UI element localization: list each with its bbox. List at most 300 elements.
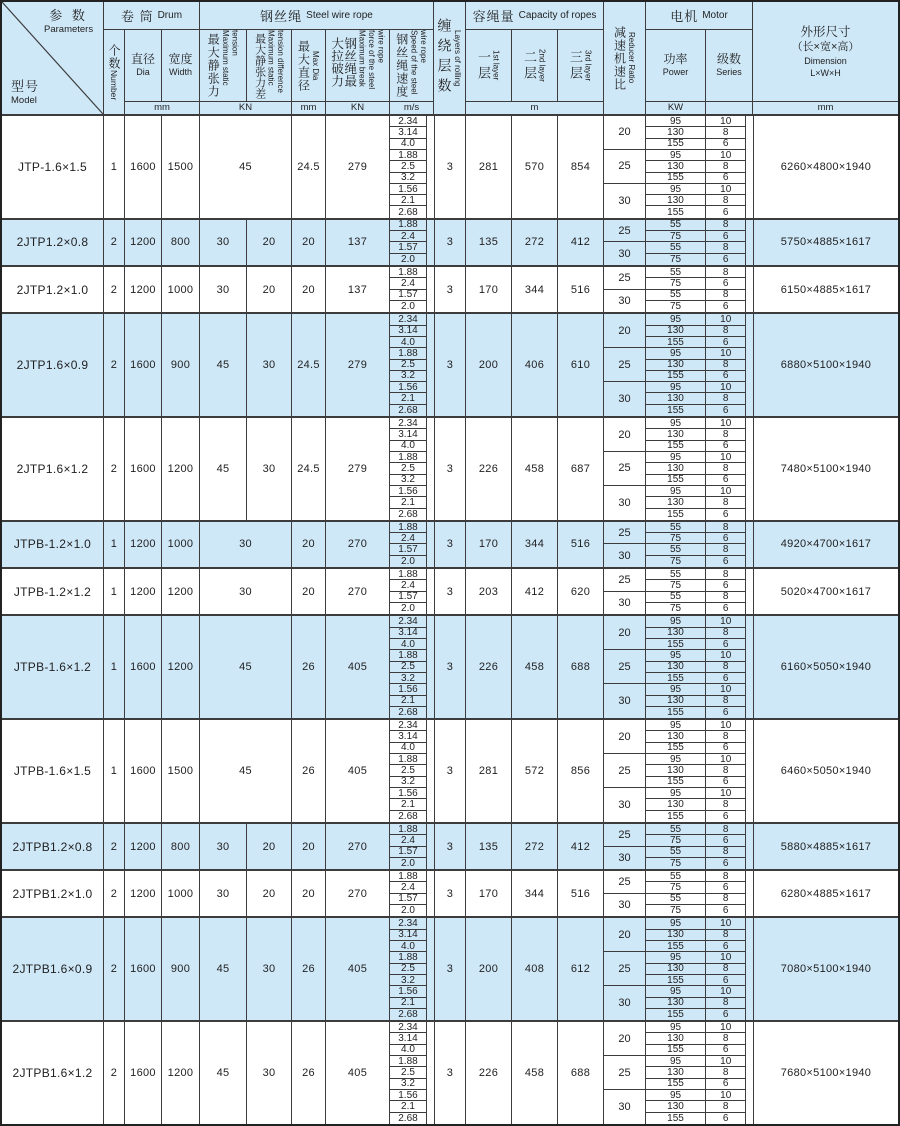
motor-series-value: 10 xyxy=(706,986,746,997)
capacity-layer1-cell: 135 xyxy=(466,220,512,265)
model-en: Model xyxy=(11,94,37,106)
motor-power-subcell: 130 xyxy=(646,360,706,371)
motor-power-subcell: 155 xyxy=(646,1079,706,1090)
rope-speed-subcell xyxy=(390,696,434,707)
rope-speed-subcell xyxy=(390,441,434,452)
rope-speed-subcell xyxy=(390,882,434,893)
motor-power-subcell: 75 xyxy=(646,905,706,916)
motor-series-subcell xyxy=(706,486,753,497)
drum-dia-cell: 1600 xyxy=(125,720,162,822)
table-row-2JTPB1.6×1.2 xyxy=(2,1022,898,1124)
drum-dia-cell: 1600 xyxy=(125,418,162,520)
motor-series-subcell xyxy=(706,662,753,673)
motor-series-subcell xyxy=(706,1101,753,1112)
rope-speed-subcell xyxy=(390,371,434,382)
motor-power-subcell: 130 xyxy=(646,964,706,975)
rope-speed-value: 2.68 xyxy=(390,811,427,822)
motor-power-subcell: 155 xyxy=(646,475,706,486)
drum-number-cell: 1 xyxy=(104,116,125,218)
model-cell: 2JTPB1.6×0.9 xyxy=(2,918,104,1020)
motor-power-subcell: 95 xyxy=(646,486,706,497)
break-force-cell: 405 xyxy=(326,1022,390,1124)
break-force-zh: 钢丝绳最大拉破力 xyxy=(329,36,357,87)
group-header-drum xyxy=(104,2,200,30)
capacity-layer1-cell: 226 xyxy=(466,418,512,520)
col-header-reducer-ratio xyxy=(604,2,646,114)
rope-speed-subcell xyxy=(390,580,434,591)
model-cell: JTPB-1.6×1.5 xyxy=(2,720,104,822)
tension-difference-cell: 30 xyxy=(247,418,292,520)
rope-speed-subcell xyxy=(390,242,434,253)
max-dia-en: Max Dia xyxy=(311,50,321,81)
motor-series-value: 6 xyxy=(706,811,746,822)
rope-speed-subcell xyxy=(390,326,434,337)
motor-series-value: 8 xyxy=(706,522,746,533)
col-header-layers xyxy=(434,2,466,114)
rope-speed-subcell xyxy=(390,290,434,301)
capacity-layer1-cell: 200 xyxy=(466,918,512,1020)
col-header-power xyxy=(646,30,706,102)
motor-power-subcell: 130 xyxy=(646,1067,706,1078)
rope-speed-subcell xyxy=(390,522,434,533)
tension-en: Maximum static tension xyxy=(220,30,240,86)
motor-series-subcell xyxy=(706,1067,753,1078)
rope-speed-subcell xyxy=(390,139,434,150)
rope-speed-subcell xyxy=(390,975,434,986)
max-dia-cell: 26 xyxy=(292,720,326,822)
motor-series-subcell xyxy=(706,267,753,278)
motor-series-subcell xyxy=(706,731,753,742)
break-force-cell: 270 xyxy=(326,871,390,916)
motor-series-subcell xyxy=(706,894,753,905)
dia-zh: 直径 xyxy=(130,51,155,66)
motor-series-subcell xyxy=(706,544,753,555)
motor-series-subcell xyxy=(706,206,753,217)
break-force-cell: 279 xyxy=(326,314,390,416)
rope-speed-zh: 钢丝绳速度 xyxy=(394,33,409,98)
rope-speed-subcell xyxy=(390,1090,434,1101)
rope-speed-value: 2.1 xyxy=(390,497,427,508)
series-en: Series xyxy=(716,67,742,78)
motor-power-subcell: 155 xyxy=(646,173,706,184)
unit-series-blank xyxy=(706,102,753,114)
dimension-cell: 6880×5100×1940 xyxy=(753,314,898,416)
rope-zh: 钢丝绳 xyxy=(260,9,303,24)
rope-speed-value: 2.34 xyxy=(390,314,427,325)
rope-speed-subcell xyxy=(390,360,434,371)
motor-series-subcell xyxy=(706,116,753,127)
motor-series-subcell xyxy=(706,788,753,799)
table-row-JTPB-1.6×1.2 xyxy=(2,616,898,720)
reducer-ratio-cell: 25 xyxy=(604,1056,646,1090)
motor-power-subcell: 75 xyxy=(646,858,706,869)
rope-speed-value: 2.1 xyxy=(390,998,427,1009)
rope-speed-value: 2.5 xyxy=(390,765,427,776)
table-row-2JTP1.2×1.0 xyxy=(2,267,898,314)
motor-power-subcell: 130 xyxy=(646,326,706,337)
dimension-cell: 6160×5050×1940 xyxy=(753,616,898,718)
motor-series-subcell xyxy=(706,290,753,301)
rope-speed-value: 2.0 xyxy=(390,905,427,916)
max-dia-cell: 20 xyxy=(292,824,326,869)
rope-speed-subcell xyxy=(390,1045,434,1056)
motor-series-subcell xyxy=(706,452,753,463)
layers-cell: 3 xyxy=(434,220,466,265)
model-zh: 型号 xyxy=(11,79,40,95)
motor-series-subcell xyxy=(706,278,753,289)
motor-series-value: 10 xyxy=(706,486,746,497)
reducer-ratio-cell: 25 xyxy=(604,267,646,290)
motor-series-subcell xyxy=(706,882,753,893)
rope-speed-subcell xyxy=(390,382,434,393)
number-en: Number xyxy=(109,69,119,101)
unit-tension-kn: KN xyxy=(200,102,292,114)
rope-speed-value: 1.88 xyxy=(390,267,427,278)
drum-width-cell: 1200 xyxy=(162,616,200,718)
reducer-ratio-cell: 25 xyxy=(604,754,646,788)
motor-power-subcell: 95 xyxy=(646,986,706,997)
motor-power-subcell: 75 xyxy=(646,556,706,567)
motor-power-subcell: 95 xyxy=(646,952,706,963)
reducer-ratio-cell: 25 xyxy=(604,952,646,986)
reducer-ratio-cell: 20 xyxy=(604,1022,646,1056)
rope-speed-value: 1.56 xyxy=(390,684,427,695)
motor-power-subcell: 75 xyxy=(646,835,706,846)
motor-power-subcell: 155 xyxy=(646,1045,706,1056)
dimension-cell: 6150×4885×1617 xyxy=(753,267,898,312)
rope-speed-value: 2.5 xyxy=(390,463,427,474)
group-header-capacity xyxy=(466,2,604,30)
capacity-layer1-cell: 281 xyxy=(466,116,512,218)
layers-cell: 3 xyxy=(434,418,466,520)
motor-series-value: 6 xyxy=(706,707,746,718)
motor-power-subcell: 75 xyxy=(646,533,706,544)
motor-series-value: 8 xyxy=(706,765,746,776)
layer3-en: 3rd layer xyxy=(583,49,593,82)
rope-speed-subcell xyxy=(390,278,434,289)
col-header-dimension xyxy=(753,2,898,102)
col-header-max-dia xyxy=(292,30,326,102)
motor-series-value: 6 xyxy=(706,858,746,869)
max-static-tension-cell: 30 xyxy=(200,569,292,614)
rope-speed-subcell xyxy=(390,206,434,217)
motor-series-subcell xyxy=(706,173,753,184)
rope-speed-subcell xyxy=(390,533,434,544)
drum-dia-cell: 1200 xyxy=(125,871,162,916)
motor-power-subcell: 75 xyxy=(646,231,706,242)
capacity-layer2-cell: 406 xyxy=(512,314,558,416)
motor-power-subcell: 55 xyxy=(646,242,706,253)
rope-speed-subcell xyxy=(390,998,434,1009)
drum-width-cell: 1500 xyxy=(162,720,200,822)
rope-speed-value: 1.56 xyxy=(390,1090,427,1101)
capacity-layer3-cell: 516 xyxy=(558,267,604,312)
motor-power-subcell: 95 xyxy=(646,418,706,429)
reducer-ratio-cell: 30 xyxy=(604,986,646,1020)
motor-series-subcell xyxy=(706,127,753,138)
max-dia-cell: 24.5 xyxy=(292,314,326,416)
dimension-cell: 6280×4885×1617 xyxy=(753,871,898,916)
motor-series-subcell xyxy=(706,195,753,206)
drum-number-cell: 1 xyxy=(104,522,125,567)
motor-series-value: 8 xyxy=(706,220,746,231)
col-header-dia xyxy=(125,30,162,102)
motor-series-value: 8 xyxy=(706,1067,746,1078)
capacity-layer1-cell: 281 xyxy=(466,720,512,822)
motor-series-value: 6 xyxy=(706,301,746,312)
rope-speed-value: 2.68 xyxy=(390,1009,427,1020)
motor-power-subcell: 95 xyxy=(646,382,706,393)
motor-power-subcell: 95 xyxy=(646,150,706,161)
motor-series-value: 6 xyxy=(706,475,746,486)
rope-speed-value: 1.88 xyxy=(390,1056,427,1067)
motor-power-subcell: 55 xyxy=(646,522,706,533)
tension-difference-cell: 30 xyxy=(247,314,292,416)
motor-en: Motor xyxy=(702,10,728,21)
capacity-layer3-cell: 610 xyxy=(558,314,604,416)
max-dia-cell: 20 xyxy=(292,569,326,614)
motor-series-value: 6 xyxy=(706,173,746,184)
power-zh: 功率 xyxy=(663,51,688,66)
capacity-layer2-cell: 272 xyxy=(512,220,558,265)
motor-power-subcell: 55 xyxy=(646,592,706,603)
rope-speed-subcell xyxy=(390,941,434,952)
rope-speed-value: 3.14 xyxy=(390,127,427,138)
motor-series-subcell xyxy=(706,603,753,614)
dimension-cell: 5750×4885×1617 xyxy=(753,220,898,265)
motor-series-value: 8 xyxy=(706,628,746,639)
capacity-layer1-cell: 135 xyxy=(466,824,512,869)
motor-power-subcell: 95 xyxy=(646,116,706,127)
reducer-ratio-cell: 30 xyxy=(604,894,646,917)
capacity-layer3-cell: 516 xyxy=(558,522,604,567)
reducer-ratio-cell: 20 xyxy=(604,116,646,150)
motor-power-subcell: 130 xyxy=(646,765,706,776)
model-cell: 2JTP1.6×0.9 xyxy=(2,314,104,416)
width-zh: 宽度 xyxy=(168,51,193,66)
motor-power-subcell: 130 xyxy=(646,998,706,1009)
rope-speed-subcell xyxy=(390,616,434,627)
rope-speed-value: 1.88 xyxy=(390,348,427,359)
motor-zh: 电机 xyxy=(670,9,699,24)
motor-power-subcell: 130 xyxy=(646,127,706,138)
reducer-ratio-cell: 20 xyxy=(604,616,646,650)
rope-speed-subcell xyxy=(390,918,434,929)
rope-speed-subcell xyxy=(390,429,434,440)
max-static-tension-cell: 30 xyxy=(200,522,292,567)
motor-series-subcell xyxy=(706,975,753,986)
rope-speed-value: 2.5 xyxy=(390,360,427,371)
drum-width-cell: 900 xyxy=(162,314,200,416)
layers-cell: 3 xyxy=(434,267,466,312)
layer1-en: 1st layer xyxy=(491,50,501,81)
dimension-en: Dimension xyxy=(804,56,847,67)
unit-dimension-mm: mm xyxy=(817,102,834,114)
rope-speed-value: 1.57 xyxy=(390,290,427,301)
motor-series-subcell xyxy=(706,684,753,695)
reducer-ratio-cell: 30 xyxy=(604,592,646,615)
rope-speed-value: 2.4 xyxy=(390,278,427,289)
rope-speed-subcell xyxy=(390,731,434,742)
layers-zh: 缠绕层数 xyxy=(436,18,453,98)
dimension-cell: 7480×5100×1940 xyxy=(753,418,898,520)
reducer-ratio-cell: 30 xyxy=(604,847,646,870)
layers-cell: 3 xyxy=(434,522,466,567)
reducer-ratio-cell: 30 xyxy=(604,184,646,218)
dimension-cell: 6460×5050×1940 xyxy=(753,720,898,822)
motor-series-value: 6 xyxy=(706,975,746,986)
max-dia-cell: 20 xyxy=(292,267,326,312)
break-force-cell: 270 xyxy=(326,569,390,614)
motor-power-subcell: 130 xyxy=(646,930,706,941)
rope-speed-value: 1.56 xyxy=(390,184,427,195)
drum-width-cell: 800 xyxy=(162,220,200,265)
drum-width-cell: 1200 xyxy=(162,1022,200,1124)
motor-series-subcell xyxy=(706,1045,753,1056)
rope-speed-subcell xyxy=(390,127,434,138)
max-static-tension-cell: 45 xyxy=(200,418,247,520)
motor-power-subcell: 55 xyxy=(646,544,706,555)
rope-speed-value: 2.5 xyxy=(390,161,427,172)
rope-speed-value: 2.0 xyxy=(390,556,427,567)
model-cell: JTPB-1.2×1.0 xyxy=(2,522,104,567)
rope-speed-subcell xyxy=(390,707,434,718)
rope-speed-subcell xyxy=(390,811,434,822)
motor-series-subcell xyxy=(706,348,753,359)
table-row-JTPB-1.2×1.0 xyxy=(2,522,898,569)
motor-series-value: 10 xyxy=(706,788,746,799)
rope-speed-subcell xyxy=(390,1022,434,1033)
col-header-number xyxy=(104,30,125,114)
motor-series-value: 10 xyxy=(706,314,746,325)
series-zh: 级数 xyxy=(716,51,741,66)
drum-dia-cell: 1600 xyxy=(125,1022,162,1124)
rope-speed-subcell xyxy=(390,267,434,278)
motor-power-subcell: 95 xyxy=(646,788,706,799)
table-header xyxy=(2,2,898,116)
motor-power-subcell: 130 xyxy=(646,696,706,707)
rope-speed-subcell xyxy=(390,1033,434,1044)
motor-series-subcell xyxy=(706,824,753,835)
max-dia-cell: 26 xyxy=(292,918,326,1020)
capacity-layer3-cell: 620 xyxy=(558,569,604,614)
capacity-layer2-cell: 344 xyxy=(512,522,558,567)
rope-speed-subcell xyxy=(390,592,434,603)
rope-speed-value: 2.34 xyxy=(390,418,427,429)
motor-series-subcell xyxy=(706,139,753,150)
rope-speed-value: 4.0 xyxy=(390,139,427,150)
rope-speed-subcell xyxy=(390,952,434,963)
reducer-ratio-cell: 30 xyxy=(604,486,646,520)
motor-series-subcell xyxy=(706,533,753,544)
motor-power-subcell: 95 xyxy=(646,184,706,195)
rope-speed-value: 2.4 xyxy=(390,882,427,893)
layers-cell: 3 xyxy=(434,616,466,718)
rope-speed-subcell xyxy=(390,871,434,882)
motor-series-value: 8 xyxy=(706,871,746,882)
parameters-zh: 参 数 xyxy=(49,8,88,23)
motor-power-subcell: 75 xyxy=(646,278,706,289)
motor-power-subcell: 75 xyxy=(646,580,706,591)
motor-series-value: 10 xyxy=(706,184,746,195)
drum-dia-cell: 1200 xyxy=(125,220,162,265)
table-row-2JTP1.6×0.9 xyxy=(2,314,898,418)
rope-speed-subcell xyxy=(390,301,434,312)
motor-series-subcell xyxy=(706,616,753,627)
motor-series-value: 10 xyxy=(706,348,746,359)
rope-speed-subcell xyxy=(390,603,434,614)
motor-series-subcell xyxy=(706,475,753,486)
motor-power-subcell: 130 xyxy=(646,731,706,742)
motor-series-value: 6 xyxy=(706,533,746,544)
motor-power-subcell: 55 xyxy=(646,569,706,580)
rope-speed-subcell xyxy=(390,905,434,916)
motor-series-value: 6 xyxy=(706,743,746,754)
rope-speed-value: 1.88 xyxy=(390,569,427,580)
motor-series-value: 8 xyxy=(706,799,746,810)
motor-power-subcell: 95 xyxy=(646,650,706,661)
tension-diff-zh: 最大静张力差 xyxy=(253,32,266,99)
motor-power-subcell: 155 xyxy=(646,673,706,684)
reducer-ratio-cell: 30 xyxy=(604,1090,646,1124)
motor-power-subcell: 55 xyxy=(646,847,706,858)
table-row-JTPB-1.2×1.2 xyxy=(2,569,898,616)
motor-power-subcell: 130 xyxy=(646,463,706,474)
rope-speed-subcell xyxy=(390,754,434,765)
rope-speed-value: 2.34 xyxy=(390,116,427,127)
motor-power-subcell: 55 xyxy=(646,267,706,278)
model-cell: JTPB-1.6×1.2 xyxy=(2,616,104,718)
rope-speed-value: 3.2 xyxy=(390,173,427,184)
rope-speed-value: 2.1 xyxy=(390,393,427,404)
rope-speed-value: 1.57 xyxy=(390,592,427,603)
reducer-zh: 减速机速比 xyxy=(612,25,627,91)
table-row-2JTPB1.6×0.9 xyxy=(2,918,898,1022)
motor-series-subcell xyxy=(706,254,753,265)
rope-speed-value: 3.14 xyxy=(390,429,427,440)
max-static-tension-cell: 30 xyxy=(200,871,247,916)
parameters-en: Parameters xyxy=(44,23,94,35)
motor-series-value: 8 xyxy=(706,1101,746,1112)
drum-dia-cell: 1600 xyxy=(125,918,162,1020)
rope-speed-subcell xyxy=(390,1079,434,1090)
motor-power-subcell: 95 xyxy=(646,684,706,695)
rope-speed-value: 2.4 xyxy=(390,835,427,846)
motor-series-value: 8 xyxy=(706,998,746,1009)
capacity-layer3-cell: 612 xyxy=(558,918,604,1020)
rope-speed-value: 3.2 xyxy=(390,475,427,486)
rope-speed-subcell xyxy=(390,497,434,508)
motor-series-subcell xyxy=(706,858,753,869)
capacity-zh: 容绳量 xyxy=(472,9,515,24)
rope-speed-subcell xyxy=(390,463,434,474)
motor-series-subcell xyxy=(706,242,753,253)
motor-series-value: 8 xyxy=(706,195,746,206)
motor-series-subcell xyxy=(706,184,753,195)
motor-series-subcell xyxy=(706,628,753,639)
motor-series-value: 6 xyxy=(706,278,746,289)
capacity-layer1-cell: 226 xyxy=(466,1022,512,1124)
drum-dia-cell: 1200 xyxy=(125,522,162,567)
max-static-tension-cell: 45 xyxy=(200,616,292,718)
reducer-ratio-cell: 20 xyxy=(604,720,646,754)
motor-power-subcell: 130 xyxy=(646,195,706,206)
tension-difference-cell: 30 xyxy=(247,918,292,1020)
reducer-ratio-cell: 25 xyxy=(604,824,646,847)
drum-number-cell: 2 xyxy=(104,220,125,265)
max-dia-cell: 20 xyxy=(292,220,326,265)
group-header-motor xyxy=(646,2,753,30)
